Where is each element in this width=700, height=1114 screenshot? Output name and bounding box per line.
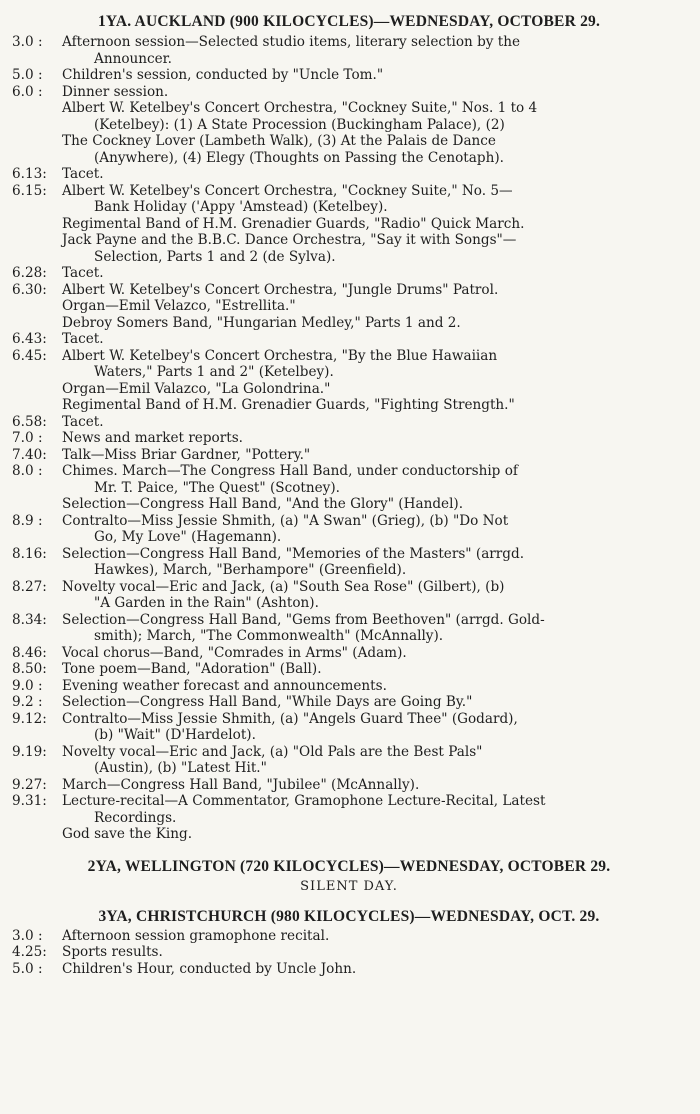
programme-content [62,777,686,794]
programme-content [62,694,686,711]
programme-item [12,67,686,84]
programme-text: Contralto—Miss Jessie Shmith, (a) "Angels Guard Thee" (Godard), [62,710,518,727]
programme-item [12,298,686,315]
programme-content [62,67,686,84]
programme-time: 3.0 : [12,927,43,944]
silent-day-note: SILENT DAY. [300,878,398,894]
programme-text-continued: (Austin), (b) "Latest Hit." [94,760,267,776]
programme-text: Children's session, conducted by "Uncle Tom." [62,67,384,83]
programme-content [62,331,686,348]
programme-item [12,961,686,978]
programme-text: Tacet. [62,265,104,281]
programme-time: 9.0 : [12,677,43,694]
programme-content [62,348,686,381]
programme-time: 8.50: [12,661,47,677]
programme-item [12,133,686,166]
programme-text: Talk—Miss Briar Gardner, "Pottery." [62,446,311,463]
programme-content [62,579,686,612]
programme-content [62,282,686,299]
programme-time: 7.40: [12,446,47,463]
programme-text-continued: (Anywhere), (4) Elegy (Thoughts on Passing the Cenotaph). [94,149,504,166]
programme-item [12,744,686,777]
programme-time: 8.34: [12,611,47,628]
programme-item [12,793,686,826]
programme-text-continued: (Ketelbey): (1) A State Procession (Buckingham Palace), (2) [94,116,505,133]
programme-time: 9.2 : [12,694,43,710]
programme-text: The Cockney Lover (Lambeth Walk), (3) At the Palais de Dance [62,133,496,149]
programme-content [62,34,686,67]
programme-item [12,645,686,662]
programme-time: 9.19: [12,743,47,760]
programme-item [12,661,686,678]
programme-content [62,298,686,315]
programme-content [62,166,686,183]
programme-content [62,678,686,695]
programme-text: Organ—Emil Velazco, "Estrellita." [62,298,296,314]
programme-item [12,84,686,101]
programme-content [62,397,686,414]
programme-time: 5.0 : [12,960,43,977]
programme-text-continued: Recordings. [94,809,177,826]
programme-item [12,381,686,398]
programme-item [12,414,686,431]
station-heading-wellington: 2YA, WELLINGTON (720 KILOCYCLES)—WEDNESDAY, OCTOBER 29. [87,857,611,875]
programme-item [12,166,686,183]
programme-text: Chimes. March—The Congress Hall Band, under conductorship of [62,463,518,479]
programme-content [62,265,686,282]
programme-text: Albert W. Ketelbey's Concert Orchestra, "Cockney Suite," Nos. 1 to 4 [62,100,538,116]
programme-text-continued: Waters," Parts 1 and 2" (Ketelbey). [94,364,334,380]
programme-text: News and market reports. [62,430,243,446]
programme-item [12,216,686,233]
programme-content [62,447,686,464]
programme-time: 6.43: [12,331,47,347]
programme-item [12,777,686,794]
programme-content [62,430,686,447]
programme-time: 6.15: [12,182,47,199]
programme-item [12,612,686,645]
programme-time: 9.31: [12,793,47,809]
programme-content [62,513,686,546]
programme-item [12,397,686,414]
programme-item [12,348,686,381]
programme-item [12,513,686,546]
programme-list-auckland [12,34,686,843]
programme-text: Lecture-recital—A Commentator, Gramophone Lecture-Recital, Latest [62,793,546,809]
programme-content [62,414,686,431]
programme-time: 6.58: [12,413,47,430]
programme-text: Afternoon session—Selected studio items, literary selection by the [62,34,521,50]
programme-item [12,711,686,744]
programme-content [62,232,686,265]
programme-text: Selection—Congress Hall Band, "Gems from Beethoven" (arrgd. Gold- [62,611,545,628]
programme-content [62,793,686,826]
programme-content [62,183,686,216]
programme-content [62,944,686,961]
programme-text: Selection—Congress Hall Band, "And the Glory" (Handel). [62,496,464,512]
programme-time: 6.45: [12,347,47,364]
programme-item [12,265,686,282]
programme-text: Novelty vocal—Eric and Jack, (a) "Old Pals are the Best Pals" [62,743,483,760]
programme-item [12,315,686,332]
programme-text: Albert W. Ketelbey's Concert Orchestra, "By the Blue Hawaiian [62,347,498,364]
programme-content [62,661,686,678]
programme-content [62,315,686,332]
programme-content [62,928,686,945]
programme-time: 8.46: [12,644,47,661]
programme-time: 6.0 : [12,83,43,100]
programme-text-continued: Hawkes), March, "Berhampore" (Greenfield). [94,562,407,578]
programme-time: 5.0 : [12,67,43,83]
programme-item [12,496,686,513]
programme-item [12,826,686,843]
programme-content [62,133,686,166]
programme-text-continued: Announcer. [94,50,173,67]
programme-text: Regimental Band of H.M. Grenadier Guards, "Radio" Quick March. [62,215,525,232]
programme-text: Jack Payne and the B.B.C. Dance Orchestra, "Say it with Songs"— [62,232,517,248]
programme-text: Evening weather forecast and announcements. [62,677,387,694]
programme-text: Tacet. [62,166,104,182]
programme-item [12,100,686,133]
programme-content [62,744,686,777]
programme-text: Afternoon session gramophone recital. [62,927,330,944]
programme-time: 8.16: [12,545,47,562]
programme-item [12,678,686,695]
programme-item [12,282,686,299]
programme-content [62,463,686,496]
programme-text: Tone poem—Band, "Adoration" (Ball). [62,661,322,677]
programme-text: Organ—Emil Valazco, "La Golondrina." [62,380,331,397]
programme-text-continued: Selection, Parts 1 and 2 (de Sylva). [94,248,336,265]
station-heading-christchurch: 3YA, CHRISTCHURCH (980 KILOCYCLES)—WEDNESDAY, OCT. 29. [98,907,600,925]
programme-content [62,496,686,513]
programme-time: 6.13: [12,166,47,182]
programme-item [12,694,686,711]
station-heading-auckland: 1YA. AUCKLAND (900 KILOCYCLES)—WEDNESDAY, OCTOBER 29. [97,13,601,30]
programme-content [62,645,686,662]
programme-text: Contralto—Miss Jessie Shmith, (a) "A Swan" (Grieg), (b) "Do Not [62,512,509,529]
programme-text-continued: (b) "Wait" (D'Hardelot). [94,727,256,743]
programme-content [62,381,686,398]
programme-time: 8.9 : [12,512,43,529]
programme-time: 6.28: [12,265,47,281]
programme-time: 3.0 : [12,34,43,50]
programme-content [62,826,686,843]
programme-text: Dinner session. [62,83,169,100]
programme-time: 9.12: [12,710,47,727]
programme-text: March—Congress Hall Band, "Jubilee" (McAnnally). [62,776,420,793]
programme-content [62,84,686,101]
programme-time: 8.0 : [12,463,43,479]
programme-content [62,100,686,133]
programme-content [62,546,686,579]
programme-item [12,447,686,464]
programme-text: Selection—Congress Hall Band, "Memories of the Masters" (arrgd. [62,545,525,562]
programme-item [12,579,686,612]
programme-text-continued: Mr. T. Paice, "The Quest" (Scotney). [94,479,340,496]
programme-text: Tacet. [62,331,104,347]
programme-list-christchurch [12,928,686,978]
programme-text: Sports results. [62,944,163,960]
programme-content [62,961,686,978]
programme-item [12,430,686,447]
programme-item [12,928,686,945]
programme-content [62,612,686,645]
programme-text: Children's Hour, conducted by Uncle John. [62,960,357,977]
programme-item [12,331,686,348]
programme-text-continued: "A Garden in the Rain" (Ashton). [94,595,319,611]
programme-time: 8.27: [12,578,47,595]
programme-text: Albert W. Ketelbey's Concert Orchestra, "Jungle Drums" Patrol. [62,281,499,298]
programme-time: 7.0 : [12,430,43,446]
programme-text: Debroy Somers Band, "Hungarian Medley," Parts 1 and 2. [62,314,461,331]
programme-item [12,546,686,579]
programme-text: Selection—Congress Hall Band, "While Days are Going By." [62,694,473,710]
programme-time: 9.27: [12,776,47,793]
programme-text: Regimental Band of H.M. Grenadier Guards, "Fighting Strength." [62,397,515,413]
programme-time: 6.30: [12,281,47,298]
programme-text-continued: smith); March, "The Commonwealth" (McAnnally). [94,628,444,644]
programme-item [12,34,686,67]
programme-text: Tacet. [62,413,104,430]
programme-text: Vocal chorus—Band, "Comrades in Arms" (Adam). [62,644,407,661]
programme-item [12,232,686,265]
programme-item [12,183,686,216]
programme-text: Novelty vocal—Eric and Jack, (a) "South Sea Rose" (Gilbert), (b) [62,578,505,595]
programme-text-continued: Bank Holiday ('Appy 'Amstead) (Ketelbey). [94,199,388,215]
programme-text: Albert W. Ketelbey's Concert Orchestra, "Cockney Suite," No. 5— [62,182,513,199]
programme-text-continued: Go, My Love" (Hagemann). [94,529,282,545]
programme-content [62,216,686,233]
programme-content [62,711,686,744]
programme-time: 4.25: [12,944,47,960]
programme-item [12,944,686,961]
programme-text: God save the King. [62,826,193,842]
programme-item [12,463,686,496]
